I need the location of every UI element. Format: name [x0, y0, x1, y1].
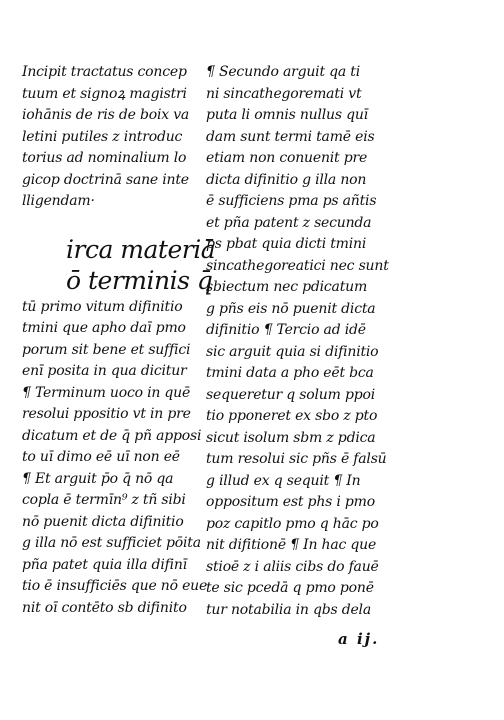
right-column — [206, 62, 396, 621]
text-line: tum resolui sic pñs ē falsū — [206, 451, 387, 467]
intro-line: lligendam· — [22, 193, 95, 209]
text-line: g illa nō est sufficiet pōita — [22, 535, 201, 551]
section-heading: irca materiā — [66, 234, 216, 264]
text-line: to uī dimo eē uī non eē — [22, 449, 180, 465]
text-line: dicta difinitio g illa non — [206, 171, 367, 188]
text-line: etiam non conuenit pre — [206, 150, 368, 166]
text-line: sincathegoreatici nec sunt — [206, 257, 389, 274]
text-line: porum sit bene et suffici — [22, 341, 191, 358]
left-column — [22, 62, 216, 619]
text-line: puta li omnis nullus quī — [206, 107, 368, 123]
intro-line: iohānis de ris de boix va — [22, 107, 190, 123]
text-line: te sic pcedā q pmo ponē — [206, 580, 374, 596]
text-line: g pñs eis nō puenit dicta — [206, 300, 376, 317]
text-line: ¶ Secundo arguit qa ti — [206, 64, 360, 80]
text-line: ē sufficiens pma ps añtis — [206, 193, 377, 209]
text-line: copla ē termīn⁹ z tñ sibi — [22, 492, 186, 508]
text-line: dam sunt termi tamē eis — [206, 128, 375, 145]
text-line: stioē z i aliis cibs do fauē — [206, 558, 379, 575]
text-line: resolui ppositio vt in pre — [22, 406, 191, 422]
text-line: sbiectum nec pdicatum — [206, 279, 368, 295]
text-line: difinitio ¶ Tercio ad idē — [206, 322, 366, 338]
text-line: tmini que apho daī pmo — [22, 320, 186, 336]
intro-line: gicop doctrinā sane inte — [22, 171, 189, 188]
intro-line: tuum et signoꝝ magistri — [22, 85, 187, 102]
text-line: dicatum et de q̄ pñ apposi — [22, 427, 202, 444]
text-line: poz capitlo pmo q hāc po — [206, 515, 379, 532]
text-line: ¶ Terminum uoco in quē — [22, 384, 191, 401]
signature-mark: a ij. — [338, 630, 380, 648]
intro-line: letini putiles z introduc — [22, 128, 183, 145]
section-heading: ō terminis q̄ — [66, 265, 213, 295]
text-line: pña patet quia illa difinī — [22, 556, 187, 573]
text-line: ni sincathegoremati vt — [206, 85, 362, 102]
text-line: nit oī contēto sb difinito — [22, 599, 187, 616]
text-line: et pña patent z secunda — [206, 214, 372, 231]
text-line: sequeretur q solum ppoi — [206, 386, 375, 403]
text-line: sicut isolum sbm z pdica — [206, 429, 376, 446]
text-line: nit difitionē ¶ In hac que — [206, 537, 377, 553]
intro-line: torius ad nominalium lo — [22, 150, 187, 166]
text-line: ¶ Et arguit p̄o q̄ nō qa — [22, 470, 174, 487]
text-line: tur notabilia in qbs dela — [206, 601, 371, 618]
text-line: tio ē insufficiēs que nō eue — [22, 578, 208, 594]
intro-line: Incipit tractatus concep — [22, 64, 187, 80]
text-line: tmini data a pho eēt bca — [206, 365, 374, 381]
text-line: tū primo vitum difinitio — [22, 298, 183, 315]
text-line: nō puenit dicta difinitio — [22, 513, 184, 530]
text-line: ps pbat quia dicti tmini — [206, 236, 367, 252]
text-line: sic arguit quia si difinitio — [206, 343, 379, 360]
text-line: enī posita in qua dicitur — [22, 363, 187, 379]
text-line: oppositum est phs i pmo — [206, 494, 375, 510]
text-line: g illud ex q sequit ¶ In — [206, 472, 361, 489]
text-line: tio pponeret ex sbo z pto — [206, 408, 378, 424]
